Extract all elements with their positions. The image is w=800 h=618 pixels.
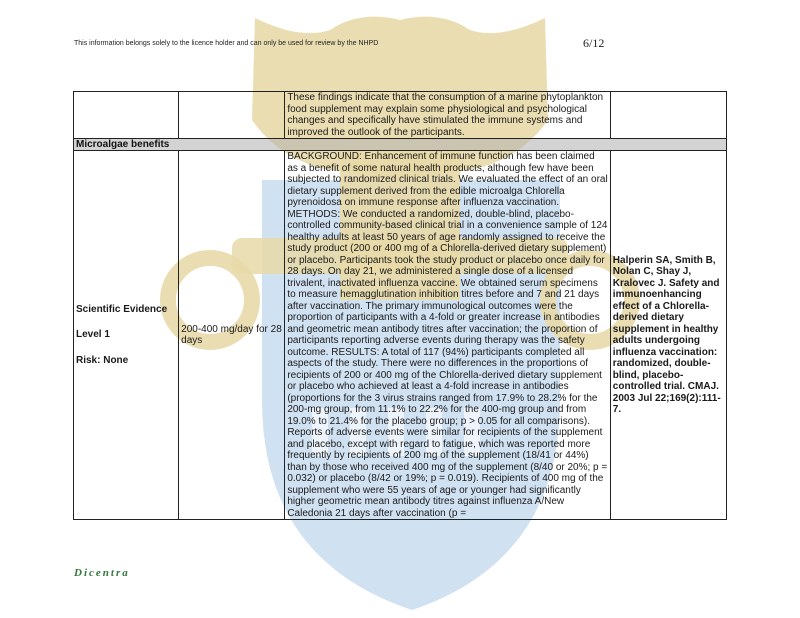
table-row [74, 92, 727, 139]
label-risk: Risk: None [76, 354, 129, 366]
table-cell-empty [74, 92, 179, 139]
reference-citation: Halperin SA, Smith B, Nolan C, Shay J, Kralovec J. Safety and immunoenhancing effect of a Chlorella-derived dietary supplement in healthy adults undergoing influenza vaccination: randomized, double-blind, placebo-controlled trial. CMAJ. 2003 Jul 22;169(2):111-7. [610, 151, 726, 520]
section-title: Microalgae benefits [74, 139, 727, 151]
header-licence-note: This information belongs solely to the licence holder and can only be used for review by the NHPD [74, 40, 379, 47]
section-header-row [74, 139, 727, 151]
table-cell-empty [610, 92, 726, 139]
findings-text: These findings indicate that the consumption of a marine phytoplankton food supplement may explain some physiological and psychological changes and specifically have stimulated the immune systems and improved the outlook of the participants. [285, 92, 610, 139]
table-cell-empty [179, 92, 285, 139]
dicentra-logo: Dicentra [74, 567, 130, 579]
abstract-text: BACKGROUND: Enhancement of immune function has been claimed as a benefit of some natural health products, although few have been subjected to randomized clinical trials. We evaluated the effect of an oral dietary supplement derived from the edible microalga Chlorella pyrenoidosa on immune response after influenza vaccination. METHODS: We conducted a randomized, double-blind, placebo-controlled community-based clinical trial in a convenience sample of 124 healthy adults at least 50 years of age randomly assigned to receive the study product (200 or 400 mg of a Chlorella-derived dietary supplement) or placebo. Participants took the study product or placebo once daily for 28 days. On day 21, we administered a single dose of a licensed trivalent, inactivated influenza vaccine. We obtained serum specimens to measure hemagglutination inhibition titres before and 7 and 21 days after vaccination. The primary immunological outcomes were the proportion of participants with a 4-fold or greater increase in antibodies and geometric mean antibody titres after vaccination; the proportion of participants reporting adverse events during therapy was the safety outcome. RESULTS: A total of 117 (94%) participants completed all aspects of the study. There were no differences in the proportions of recipients of 200 or 400 mg of the Chlorella-derived dietary supplement or placebo who achieved at least a 4-fold increase in antibodies (proportions for the 3 virus strains ranged from 17.9% to 28.2% for the 200-mg group, from 11.1% to 22.2% for the 400-mg group and from 19.0% to 21.4% for the placebo group; p > 0.05 for all comparisons). Reports of adverse events were similar for recipients of the supplement and placebo, except with regard to fatigue, which was reported more frequently by recipients of 200 mg of the supplement (18/41 or 44%) than by those who received 400 mg of the supplement (8/40 or 20%; p = 0.032) or placebo (8/42 or 19%; p = 0.019). Recipients of 400 mg of the supplement who were 55 years of age or younger had significantly higher geometric mean antibody titres against influenza A/New Caledonia 21 days after vaccination (p = [285, 151, 610, 520]
page-number: 6/12 [583, 36, 605, 50]
evidence-labels [74, 151, 179, 520]
label-scientific-evidence: Scientific Evidence [76, 303, 168, 315]
table-row [74, 151, 727, 520]
evidence-table [73, 91, 727, 520]
label-level: Level 1 [76, 329, 110, 341]
dose-cell: 200-400 mg/day for 28 days [179, 151, 285, 520]
